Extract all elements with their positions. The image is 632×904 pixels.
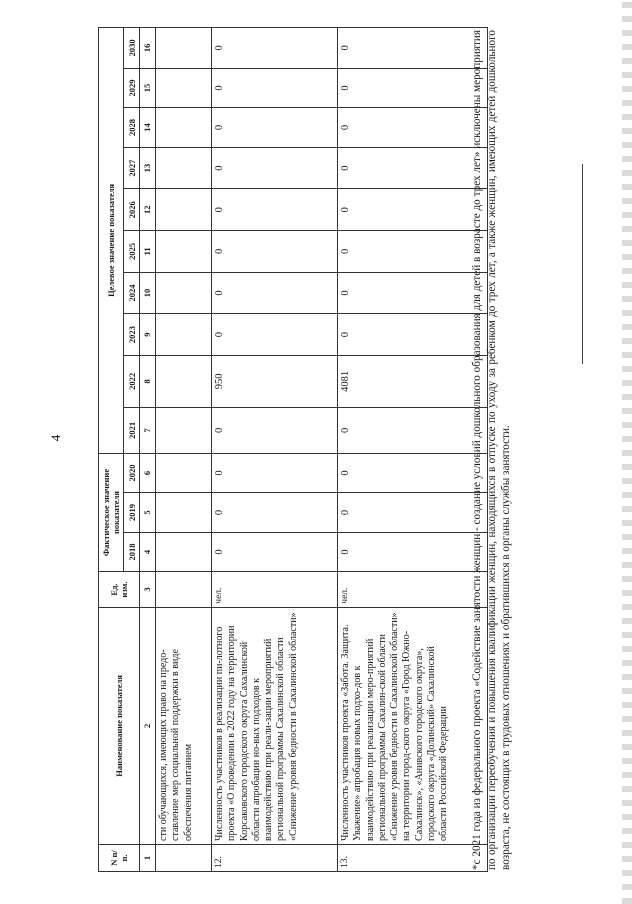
column-number: 2: [140, 607, 156, 844]
table-row: [156, 28, 212, 872]
value-cell: 0: [212, 272, 338, 314]
value-cell: 0: [338, 147, 488, 189]
value-cell: [156, 147, 212, 189]
value-cell: 950: [212, 355, 338, 407]
value-cell: [156, 68, 212, 108]
scan-edge-artifact: [622, 0, 632, 904]
column-number: 8: [140, 355, 156, 407]
column-number: 5: [140, 493, 156, 533]
header-unit: Ед. изм.: [99, 572, 140, 607]
value-cell: [156, 453, 212, 493]
table-row: [338, 28, 488, 872]
value-cell: 0: [338, 493, 488, 533]
header-year: 2018: [124, 532, 140, 572]
value-cell: [156, 28, 212, 69]
unit-cell: чел.: [212, 572, 338, 607]
row-number: 12.: [212, 844, 338, 871]
row-number: 13.: [338, 844, 488, 871]
column-number: 4: [140, 532, 156, 572]
value-cell: 0: [212, 231, 338, 273]
column-number: 10: [140, 272, 156, 314]
value-cell: 0: [338, 28, 488, 69]
value-cell: [156, 493, 212, 533]
column-number: 1: [140, 844, 156, 871]
value-cell: 0: [212, 407, 338, 453]
value-cell: 0: [338, 314, 488, 356]
column-number: 7: [140, 407, 156, 453]
value-cell: 0: [338, 108, 488, 148]
value-cell: [156, 314, 212, 356]
column-number: 16: [140, 28, 156, 69]
value-cell: 0: [338, 407, 488, 453]
row-number: [156, 844, 212, 871]
table-row: [212, 28, 338, 872]
column-number: 9: [140, 314, 156, 356]
column-number: 6: [140, 453, 156, 493]
column-number: 15: [140, 68, 156, 108]
value-cell: [156, 108, 212, 148]
value-cell: 0: [212, 314, 338, 356]
header-num: N п/п.: [99, 844, 140, 871]
indicators-table: [98, 27, 488, 872]
header-year: 2026: [124, 189, 140, 231]
value-cell: [156, 407, 212, 453]
separator-line: [582, 164, 583, 364]
header-year: 2019: [124, 493, 140, 533]
header-year: 2020: [124, 453, 140, 493]
value-cell: 0: [212, 532, 338, 572]
column-number: 11: [140, 231, 156, 273]
value-cell: 0: [338, 532, 488, 572]
header-fact-group: Фактическое значение показателя: [99, 453, 124, 572]
indicator-name: сти обучающихся, имеющих право на предо-ставление мер социальной поддержки в виде обеспечения питанием: [156, 607, 212, 844]
value-cell: 0: [338, 231, 488, 273]
column-number: 14: [140, 108, 156, 148]
value-cell: 0: [212, 453, 338, 493]
value-cell: 0: [212, 493, 338, 533]
header-year: 2030: [124, 28, 140, 69]
value-cell: 0: [212, 28, 338, 69]
indicator-name: Численность участников в реализации пи-лотного проекта «О проведении в 2022 году на территории Корсаковского городского округа Сахалинской области апробации но-вых подходов к взаимодействию при реали-зации мероприятий региональной программы Сахалинской области «Снижение уровня бедности в Сахалинской области»: [212, 607, 338, 844]
value-cell: [156, 272, 212, 314]
indicator-name: Численность участников проекта «Забота. Защита. Уважение» апробация новых подхо-дов к взаимодействию при реализации меро-приятий региональной программы Сахалин-ской области «Снижение уровня бедности в Сахалинской области» на территории город-ского округа «Город Южно-Сахалинск», «Анивского городского округа», городского округа «Долинский» Сахалинской области Российской Федерации: [338, 607, 488, 844]
header-year: 2024: [124, 272, 140, 314]
value-cell: 0: [338, 68, 488, 108]
header-target-group: Целевое значение показателя: [99, 28, 124, 454]
column-number: 13: [140, 147, 156, 189]
page-number: 4: [48, 434, 63, 442]
value-cell: [156, 355, 212, 407]
value-cell: 0: [212, 68, 338, 108]
value-cell: [156, 532, 212, 572]
value-cell: [156, 231, 212, 273]
column-number: 3: [140, 572, 156, 607]
header-year: 2022: [124, 355, 140, 407]
value-cell: 0: [212, 108, 338, 148]
numbering-row: [140, 28, 156, 872]
header-year: 2027: [124, 147, 140, 189]
value-cell: 0: [338, 189, 488, 231]
value-cell: [156, 189, 212, 231]
header-year: 2029: [124, 68, 140, 108]
unit-cell: чел.: [338, 572, 488, 607]
value-cell: 0: [338, 453, 488, 493]
unit-cell: [156, 572, 212, 607]
value-cell: 4081: [338, 355, 488, 407]
header-year: 2023: [124, 314, 140, 356]
column-number: 12: [140, 189, 156, 231]
value-cell: 0: [212, 147, 338, 189]
header-year: 2021: [124, 407, 140, 453]
header-year: 2025: [124, 231, 140, 273]
value-cell: 0: [212, 189, 338, 231]
header-row-1: [99, 28, 124, 872]
header-name: Наименование показателя: [99, 607, 140, 844]
value-cell: 0: [338, 272, 488, 314]
footnote: *с 2021 года из федерального проекта «Содействие занятости женщин - создание условий дошкольного образования для детей в возрасте до трех лет» исключены мероприятия по организации переобучения и повышения квалификации женщин, находящихся в отпуске по уходу за ребенком до трех лет, а также женщин, имеющих детей дошкольного возраста, не состоящих в трудовых отношениях и обратившихся в органы службы занятости.: [471, 30, 512, 870]
header-year: 2028: [124, 108, 140, 148]
